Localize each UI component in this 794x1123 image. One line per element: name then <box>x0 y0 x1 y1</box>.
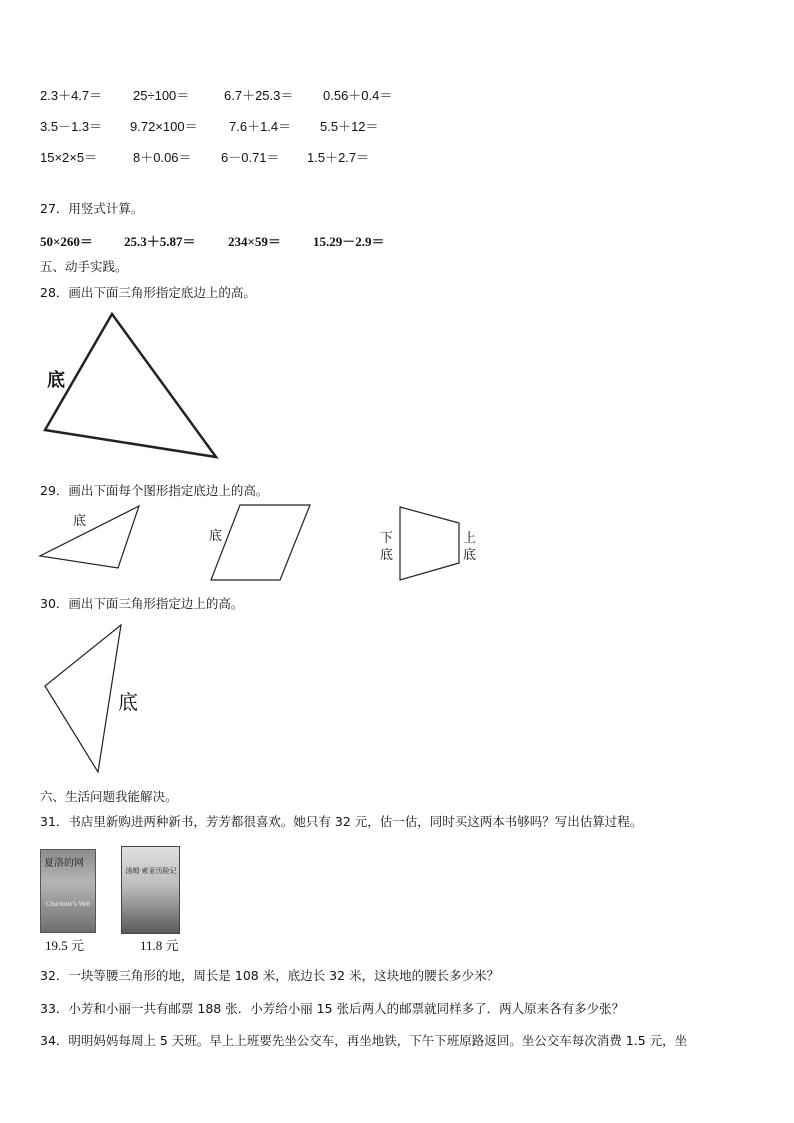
book-cover-title: 夏洛的网 <box>44 858 84 869</box>
q30-title: 30．画出下面三角形指定边上的高。 <box>40 596 244 611</box>
vertical-calc-item: 25.3＋5.87＝ <box>124 234 196 249</box>
book-tom-sawyer <box>121 846 180 934</box>
book-price: 11.8 元 <box>140 938 179 953</box>
q29-triangle-label: 底 <box>73 514 87 529</box>
calc-item: 6－0.71＝ <box>221 150 280 165</box>
section-heading: 六、生活问题我能解决。 <box>40 789 178 804</box>
calc-item: 6.7＋25.3＝ <box>224 88 294 103</box>
q28-base-label: 底 <box>47 370 65 391</box>
book-cover-title: 汤姆·索亚历险记 <box>125 867 177 875</box>
section-heading: 五、动手实践。 <box>40 259 128 274</box>
calc-item: 15×2×5＝ <box>40 150 98 165</box>
calc-item: 25÷100＝ <box>133 88 190 103</box>
calc-item: 2.3＋4.7＝ <box>40 88 103 103</box>
q29-title: 29．画出下面每个图形指定底边上的高。 <box>40 483 269 498</box>
calc-item: 0.56＋0.4＝ <box>323 88 393 103</box>
vertical-calc-item: 234×59＝ <box>228 234 281 249</box>
q29-trap-lower-label: 底 <box>380 548 394 563</box>
q28-title: 28．画出下面三角形指定底边上的高。 <box>40 285 256 300</box>
q29-parallelogram-label: 底 <box>209 529 223 544</box>
book-charlottes-web <box>40 849 96 933</box>
calc-item: 1.5＋2.7＝ <box>307 150 370 165</box>
vertical-calc-item: 50×260＝ <box>40 234 93 249</box>
calc-item: 3.5－1.3＝ <box>40 119 103 134</box>
vertical-calc-item: 15.29－2.9＝ <box>313 234 385 249</box>
q27-title: 27．用竖式计算。 <box>40 201 144 216</box>
calc-item: 9.72×100＝ <box>130 119 198 134</box>
calc-item: 7.6＋1.4＝ <box>229 119 292 134</box>
q32-text: 32．一块等腰三角形的地，周长是 108 米，底边长 32 米，这块地的腰长多少米？ <box>40 968 500 983</box>
q30-base-label: 底 <box>118 690 138 714</box>
calc-item: 8＋0.06＝ <box>133 150 192 165</box>
q29-trap-upper-label: 底 <box>463 548 477 563</box>
q31-title: 31．书店里新购进两种新书，芳芳都很喜欢。她只有 32 元，估一估，同时买这两本书够吗？写出估算过程。 <box>40 814 643 829</box>
q29-trap-lower-label: 下 <box>380 531 394 546</box>
q29-trap-upper-label: 上 <box>463 531 477 546</box>
q33-text: 33．小芳和小丽一共有邮票 188 张．小芳给小丽 15 张后两人的邮票就同样多了．两人原来各有多少张？ <box>40 1001 625 1016</box>
q34-text: 34．明明妈妈每周上 5 天班。早上上班要先坐公交车，再坐地铁，下午下班原路返回。坐公交车每次消费 1.5 元，坐 <box>40 1033 688 1048</box>
book-price: 19.5 元 <box>45 938 85 953</box>
book-cover-subtitle: Charlotte's Web <box>45 900 91 908</box>
calc-item: 5.5＋12＝ <box>320 119 379 134</box>
